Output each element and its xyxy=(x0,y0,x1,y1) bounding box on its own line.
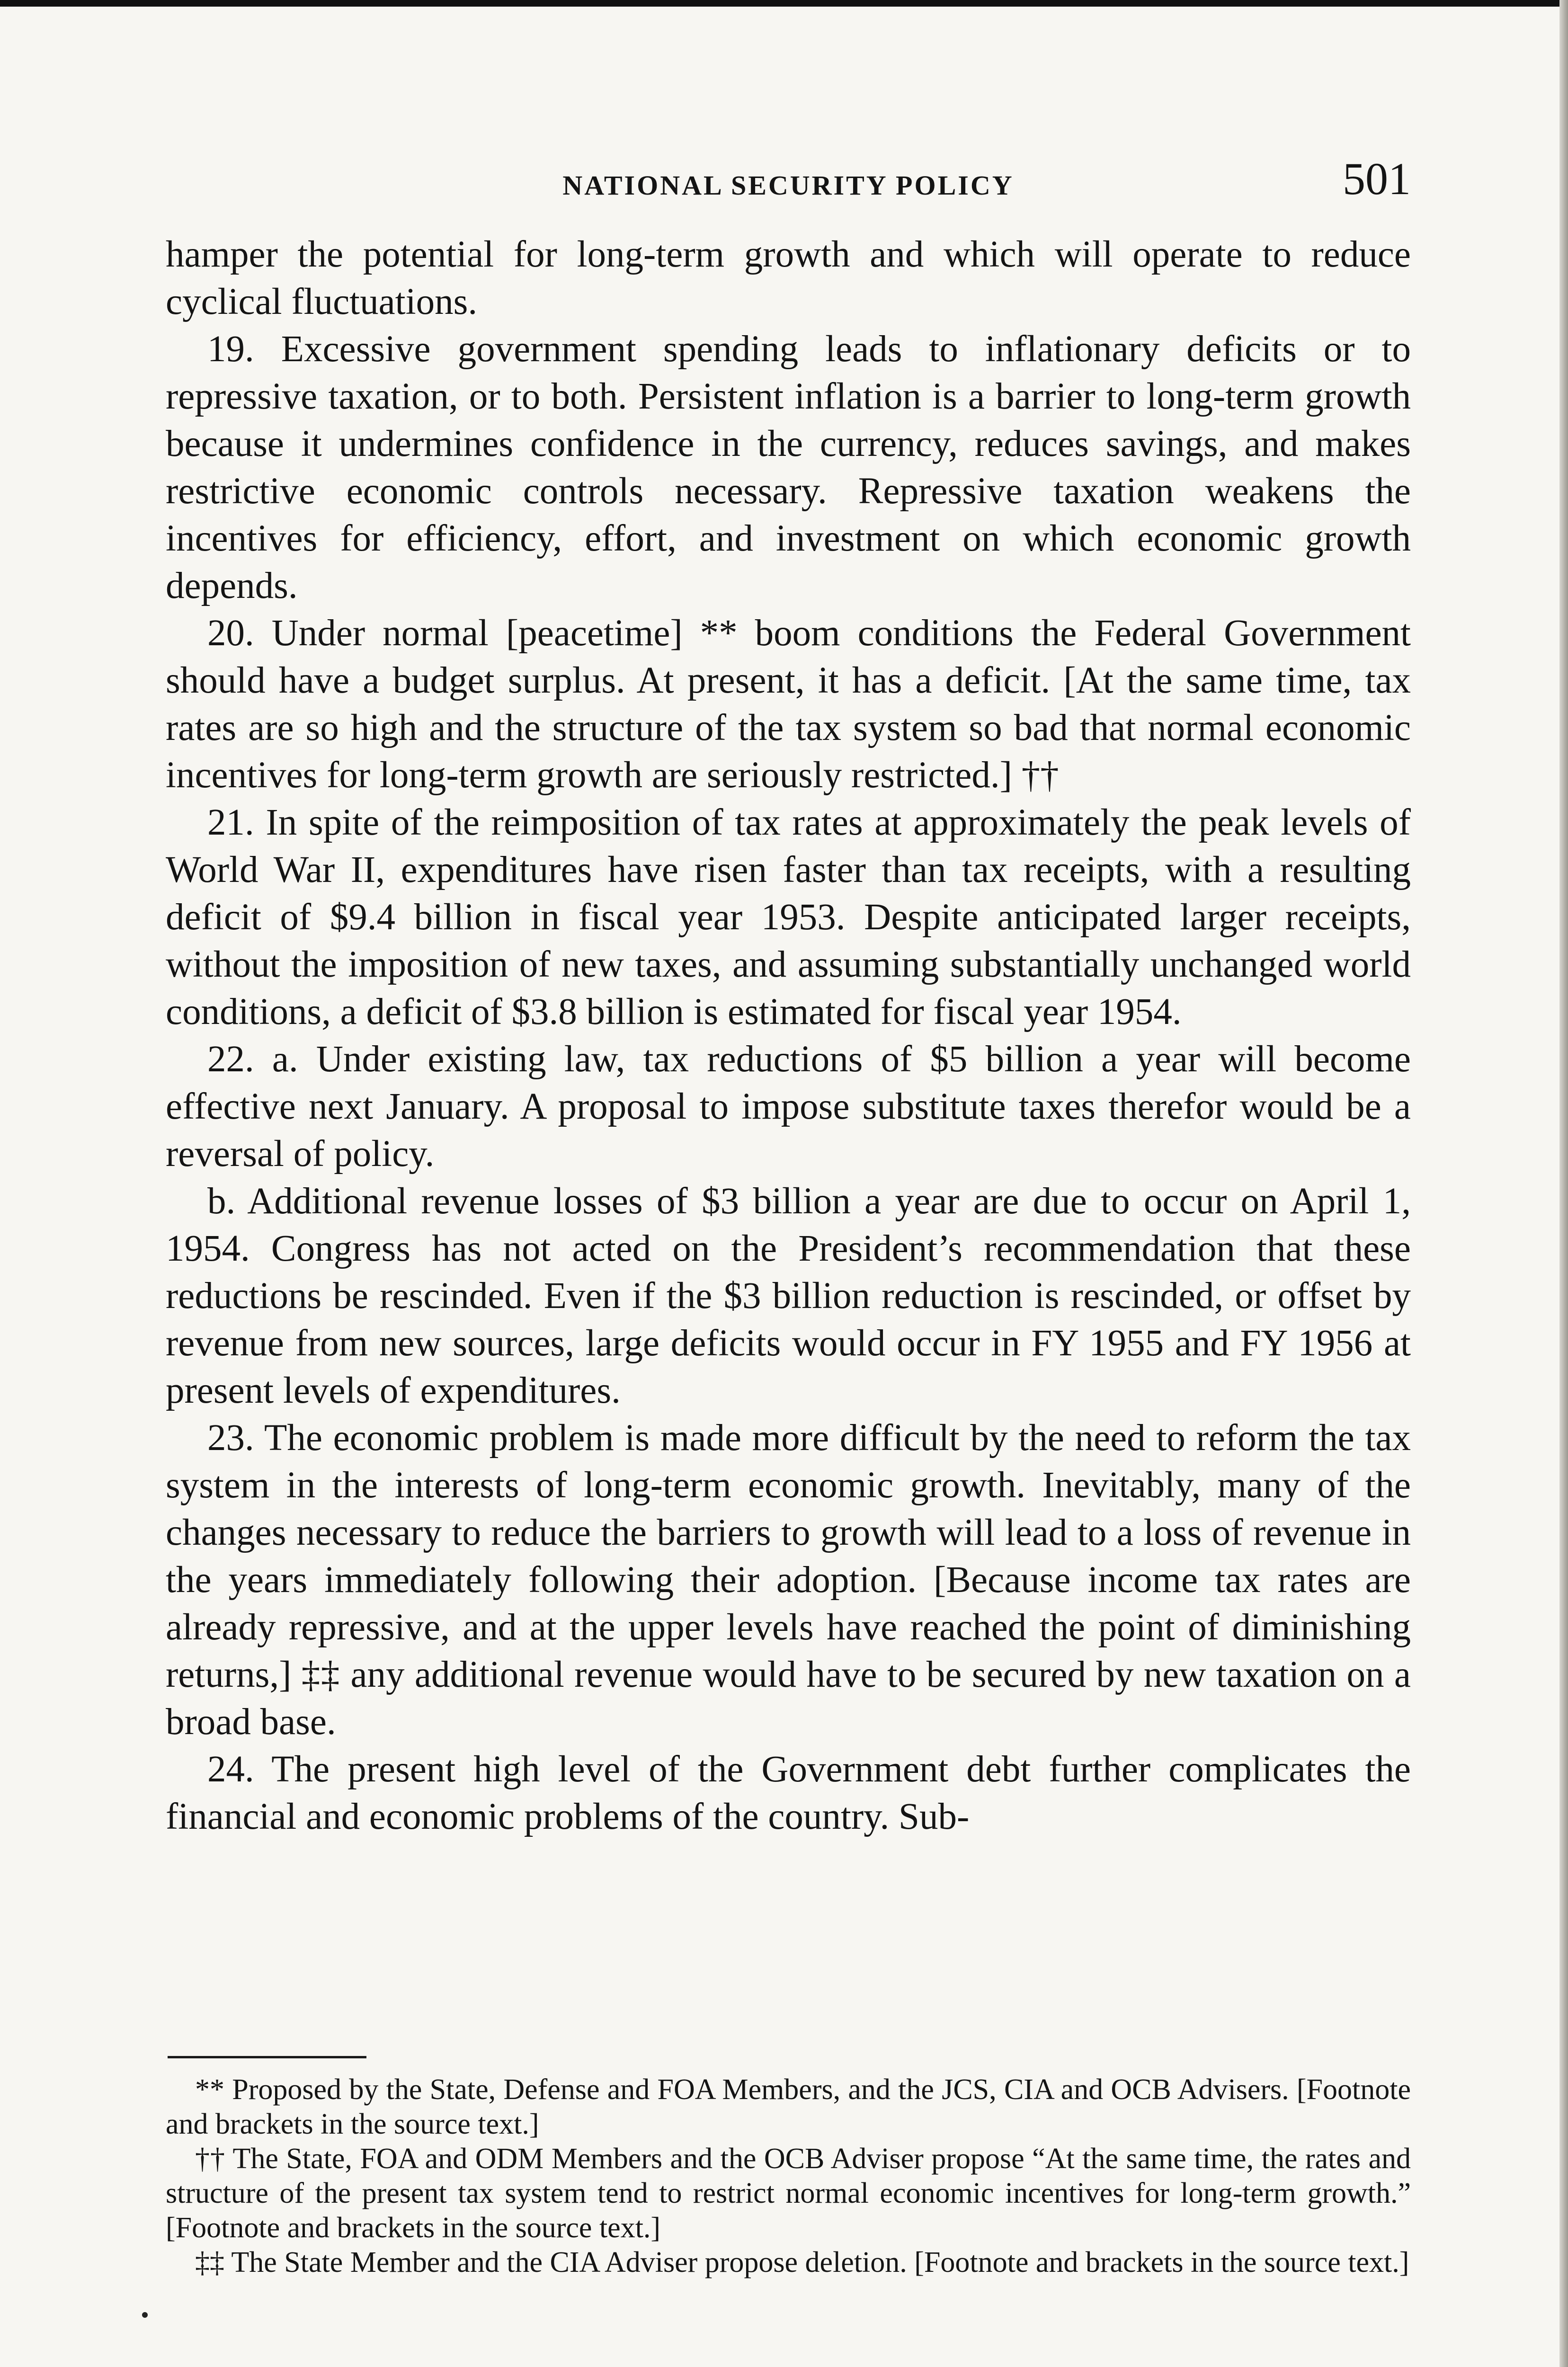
footnote-double-double-dagger: ‡‡ The State Member and the CIA Adviser propose deletion. [Footnote and brackets in the source text.] xyxy=(195,2246,1409,2278)
running-title: NATIONAL SECURITY POLICY xyxy=(562,170,1014,201)
footnotes xyxy=(166,2073,1411,2280)
paragraph-continuation: hamper the potential for long-term growth and which will operate to reduce cyclical fluctuations. xyxy=(166,234,1411,322)
paragraph-20: 20. Under normal [peacetime] ** boom conditions the Federal Government should have a budget surplus. At present, it has a deficit. [At the same time, tax rates are so high and the structure of the tax system so bad that normal economic incentives for long-term growth are seriously restricted.] †† xyxy=(166,613,1411,796)
footnote-double-asterisk: ** Proposed by the State, Defense and FOA Members, and the JCS, CIA and OCB Advisers. [Footnote and brackets in the source text.] xyxy=(166,2073,1411,2140)
paragraph-23: 23. The economic problem is made more difficult by the need to reform the tax system in the interests of long-term economic growth. Inevitably, many of the changes necessary to reduce the barriers to growth will lead to a loss of revenue in the years immediately following their adoption. [Because income tax rates are already repressive, and at the upper levels have reached the point of diminishing returns,] ‡‡ any additional revenue would have to be secured by new taxation on a broad base. xyxy=(166,1417,1411,1743)
running-head xyxy=(166,153,1411,208)
paragraph-24: 24. The present high level of the Government debt further complicates the financial and economic problems of the country. Sub- xyxy=(166,1749,1411,1837)
paragraph-22b: b. Additional revenue losses of $3 billion a year are due to occur on April 1, 1954. Congress has not acted on the President’s recommendation that these reductions be rescinded. Even if the $3 billion reduction is rescinded, or offset by revenue from new sources, large deficits would occur in FY 1955 and FY 1956 at present levels of expenditures. xyxy=(166,1181,1411,1411)
paragraph-21: 21. In spite of the reimposition of tax rates at approximately the peak levels of World War II, expenditures have risen faster than tax receipts, with a resulting deficit of $9.4 billion in fiscal year 1953. Despite anticipated larger receipts, without the imposition of new taxes, and assuming substantially unchanged world conditions, a deficit of $3.8 billion is estimated for fiscal year 1954. xyxy=(166,802,1411,1032)
paragraph-19: 19. Excessive government spending leads to inflationary deficits or to repressive taxation, or to both. Persistent inflation is a barrier to long-term growth because it undermines confidence in the currency, reduces savings, and makes restrictive economic controls necessary. Repressive taxation weakens the incentives for efficiency, effort, and investment on which economic growth depends. xyxy=(166,329,1411,606)
footnote-double-dagger: †† The State, FOA and ODM Members and the OCB Adviser propose “At the same time, the rates and structure of the present tax system tend to restrict normal economic incentives for long-term growth.” [Footnote and brackets in the source text.] xyxy=(166,2143,1411,2244)
ink-mark xyxy=(142,2312,148,2318)
page-edge-shadow xyxy=(1559,0,1568,2367)
footnote-separator xyxy=(168,2056,366,2058)
page-number: 501 xyxy=(1343,153,1411,204)
paragraph-22a: 22. a. Under existing law, tax reductions of $5 billion a year will become effective next January. A proposal to impose substitute taxes therefor would be a reversal of policy. xyxy=(166,1039,1411,1175)
body-text xyxy=(166,231,1411,1841)
top-edge-rule xyxy=(0,0,1568,7)
